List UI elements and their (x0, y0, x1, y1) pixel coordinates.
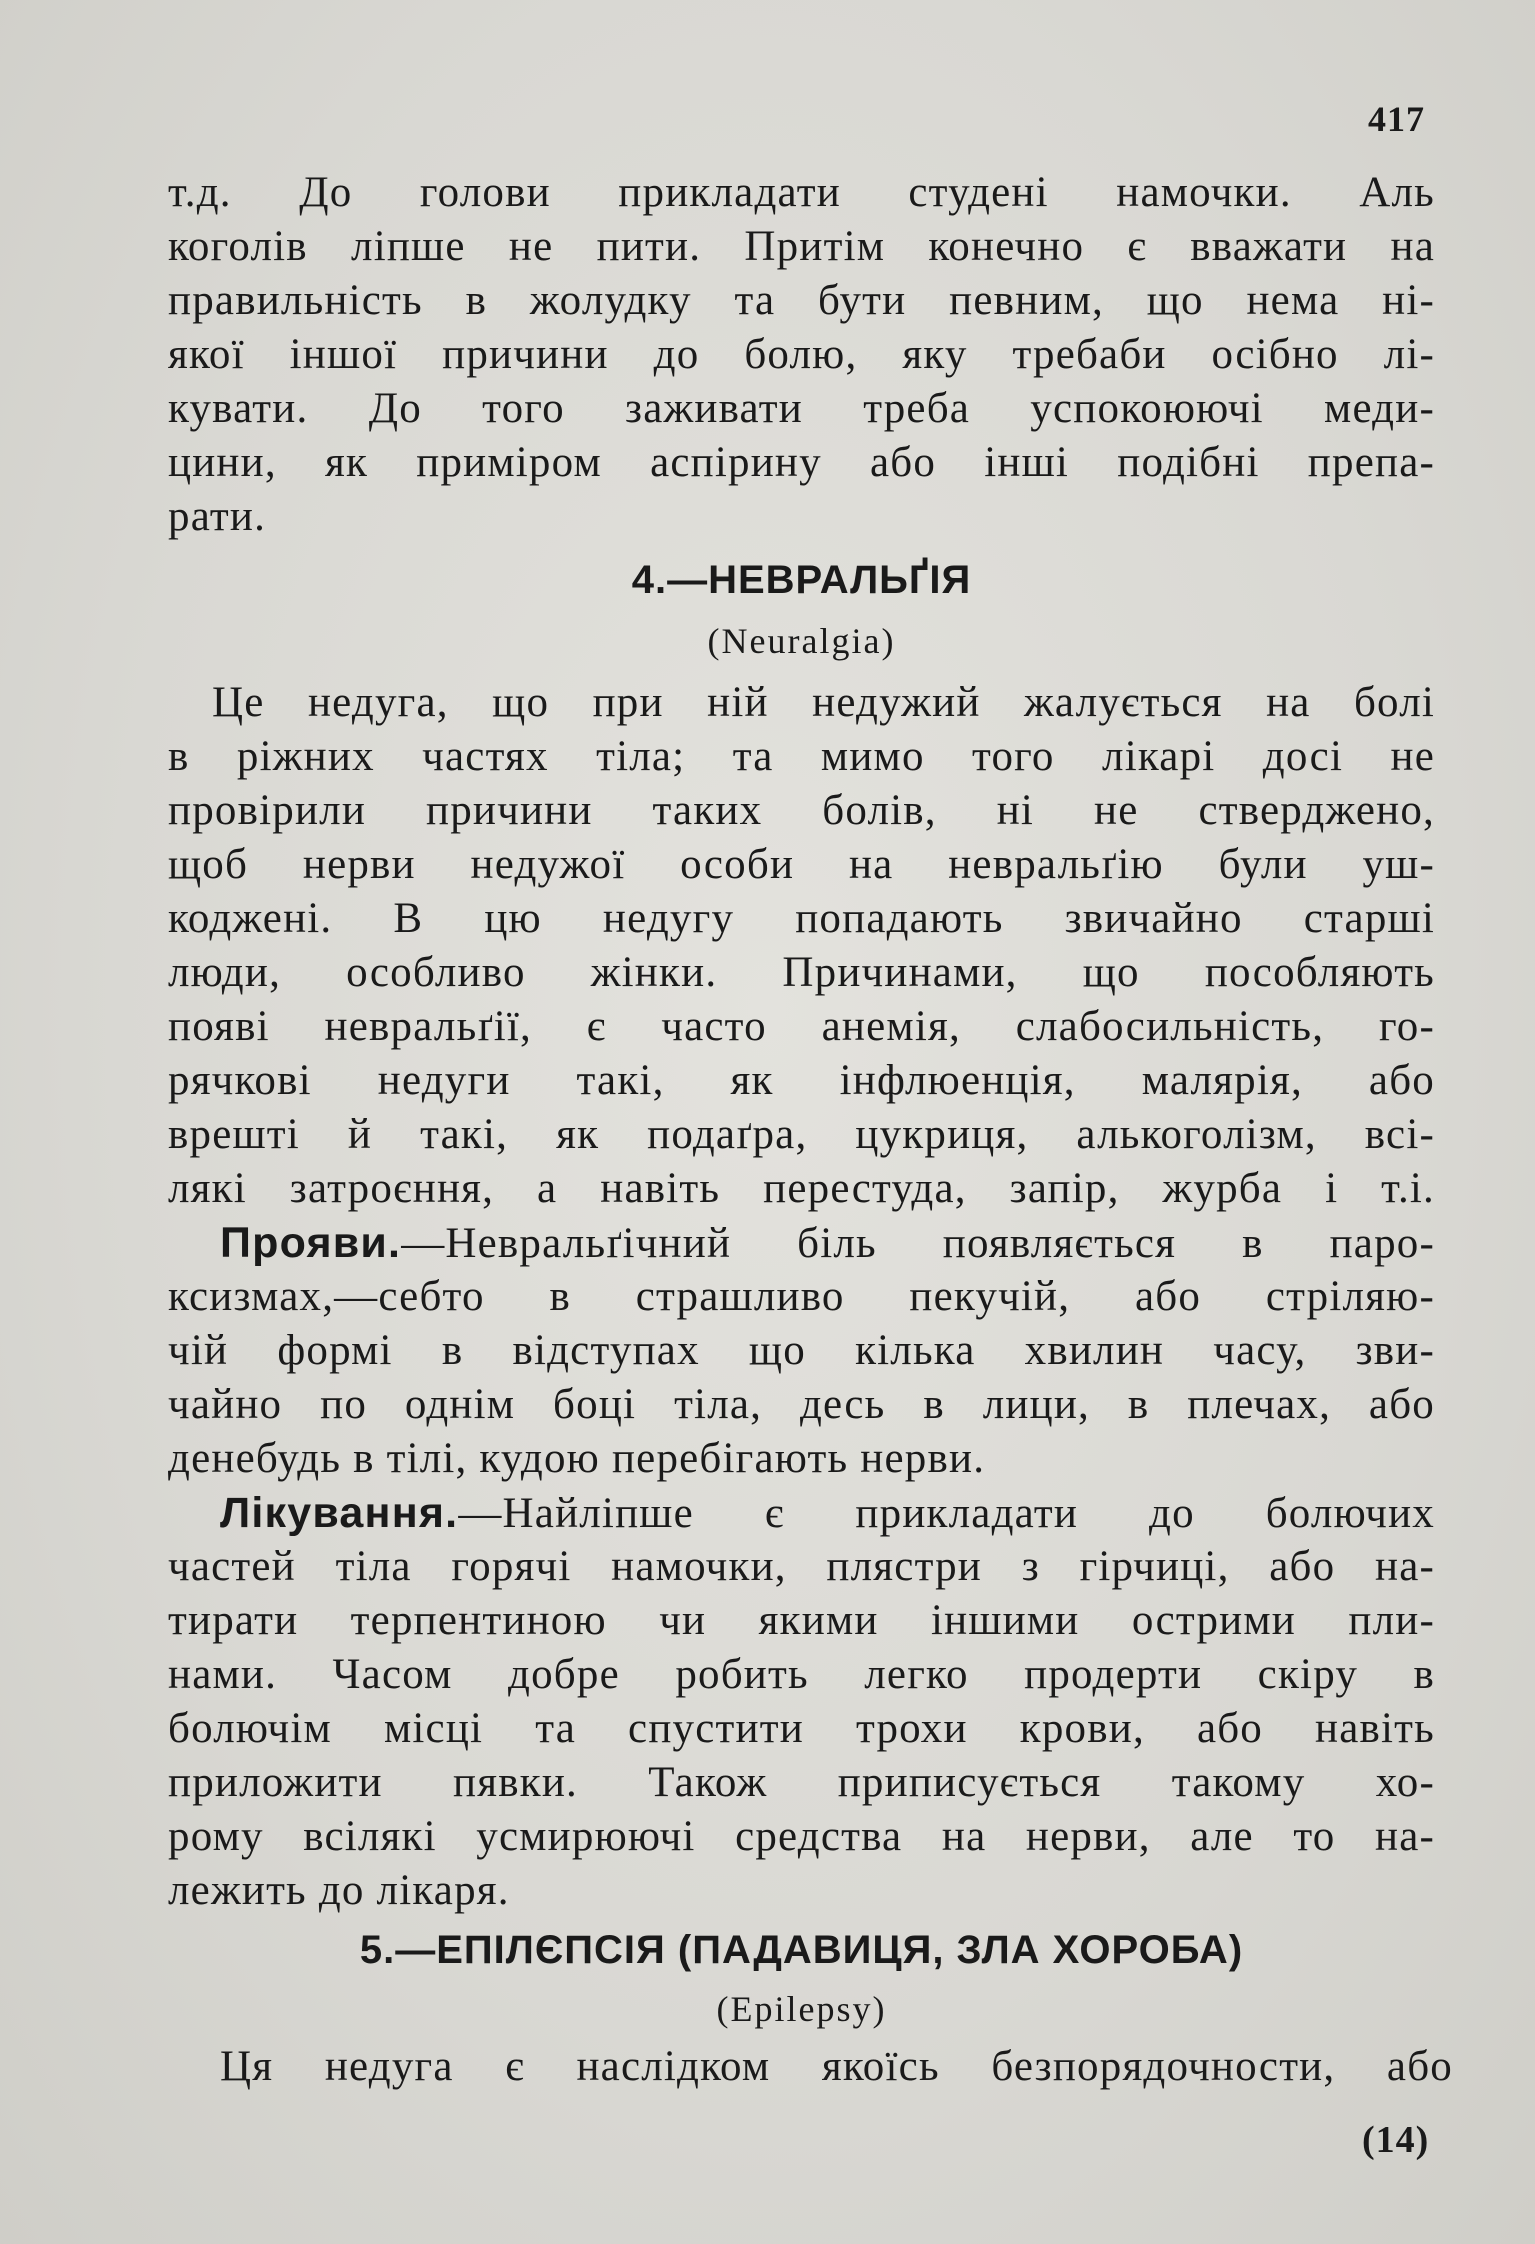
text-line: якої іншої причини до болю, яку требаби осібно лі- (168, 331, 1435, 378)
text-line: провірили причини таких болів, ні не стверджено, (168, 787, 1435, 834)
paragraph-treatment (168, 1486, 1435, 1918)
text-line: нами. Часом добре робить легко продерти скіру в (168, 1651, 1435, 1698)
section-heading-epilepsy: 5.—ЕПІЛЄПСІЯ (ПАДАВИЦЯ, ЗЛА ХОРОБА) (359, 1928, 1244, 1972)
text-line: правильність в жолудку та бути певним, що нема ні- (168, 277, 1435, 324)
text-line: лежить до лікаря. (168, 1867, 510, 1914)
text-line: болючім місці та спустити трохи крови, або навіть (168, 1705, 1435, 1752)
text-line (168, 1216, 1435, 1270)
text-line: коголів ліпше не пити. Притім конечно є вважати на (168, 223, 1435, 270)
page-number: 417 (1368, 99, 1425, 139)
treatment-label: Лікування. (220, 1489, 459, 1537)
text-line: ксизмах,—себто в страшливо пекучій, або стріляю- (168, 1273, 1435, 1320)
text-line: приложити пявки. Також приписується такому хо- (168, 1759, 1435, 1806)
symptoms-label: Прояви. (220, 1219, 402, 1267)
section-latin-neuralgia: (Neuralgia) (707, 621, 896, 661)
text-line: Це недуга, що при ній недужий жалується на болі (212, 679, 1435, 726)
text-line: Ця недуга є наслідком якоїсь безпорядочности, або (220, 2043, 1453, 2090)
text-line: появі невральґії, є часто анемія, слабосильність, го- (168, 1003, 1435, 1050)
text-line: щоб нерви недужої особи на невральґію були уш- (168, 841, 1435, 888)
text-line: рячкові недуги такі, як інфлюенція, малярія, або (168, 1057, 1435, 1104)
text-line: кувати. До того заживати треба успокоюючі меди- (168, 385, 1435, 432)
section-latin-epilepsy: (Epilepsy) (716, 1989, 887, 2029)
treatment-text: —Найліпше є прикладати до болючих (458, 1490, 1435, 1537)
text-line: люди, особливо жінки. Причинами, що пособляють (168, 949, 1435, 996)
text-line: т.д. До голови прикладати студені намочки. Аль (168, 169, 1435, 216)
paragraph-neuralgia-intro (168, 676, 1435, 1216)
text-line (168, 1486, 1435, 1540)
text-line: рати. (168, 493, 267, 540)
text-line: денебудь в тілі, кудою перебігають нерви. (168, 1435, 986, 1482)
text-line: врешті й такі, як подаґра, цукриця, алькоголізм, всі- (168, 1111, 1435, 1158)
text-line: коджені. В цю недугу попадають звичайно старші (168, 895, 1435, 942)
symptoms-text: —Невральґічний біль появляється в паро- (401, 1220, 1435, 1267)
paragraph-continuation (168, 166, 1435, 544)
section-heading-neuralgia: 4.—НЕВРАЛЬҐІЯ (631, 558, 972, 602)
paragraph-epilepsy-intro (168, 2040, 1453, 2094)
paragraph-symptoms (168, 1216, 1435, 1486)
text-line: рому всілякі усмирюючі средства на нерви, але то на- (168, 1813, 1435, 1860)
text-line: цини, як приміром аспірину або інші подібні препа- (168, 439, 1435, 486)
text-line: лякі затроєння, а навіть перестуда, запір, журба і т.і. (168, 1165, 1435, 1212)
text-line: частей тіла горячі намочки, плястри з гірчиці, або на- (168, 1543, 1435, 1590)
text-line: чій формі в відступах що кілька хвилин часу, зви- (168, 1327, 1435, 1374)
text-line: в ріжних частях тіла; та мимо того лікарі досі не (168, 733, 1435, 780)
text-line: чайно по однім боці тіла, десь в лици, в плечах, або (168, 1381, 1435, 1428)
text-line: тирати терпентиною чи якими іншими острими пли- (168, 1597, 1435, 1644)
signature-mark: (14) (1362, 2119, 1430, 2161)
